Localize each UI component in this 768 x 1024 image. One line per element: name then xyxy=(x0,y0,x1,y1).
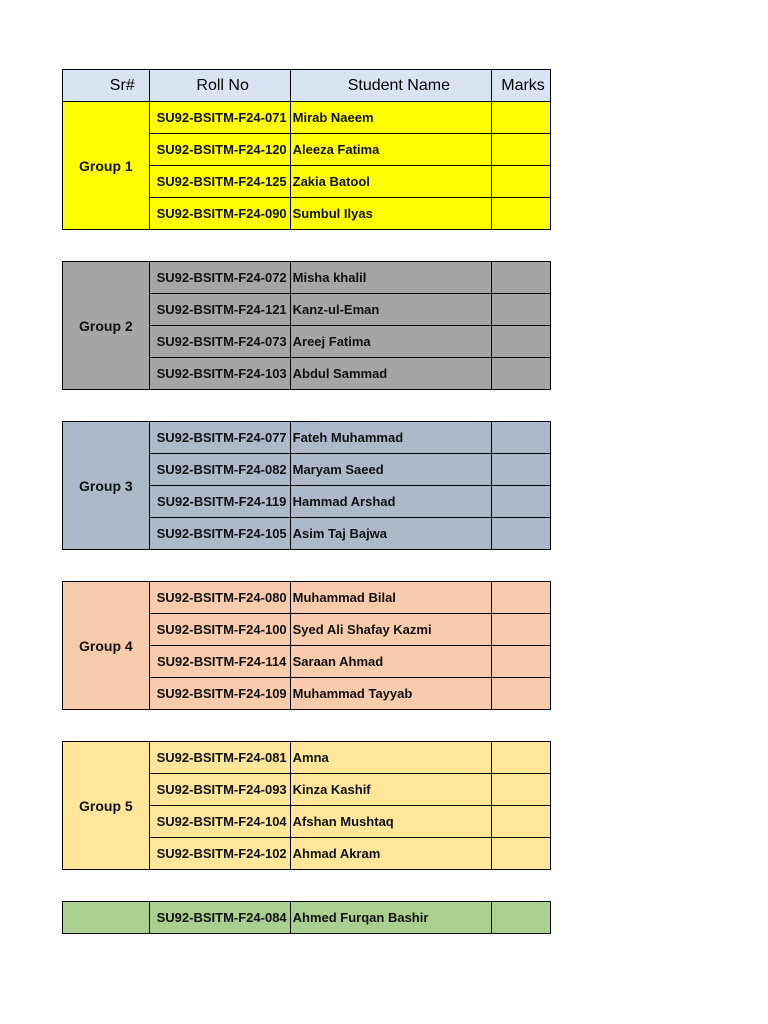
group-spacer-cell xyxy=(63,870,551,902)
roll-no-cell: SU92-BSITM-F24-071 xyxy=(149,102,290,134)
student-name-cell: Sumbul Ilyas xyxy=(290,198,491,230)
group-spacer-cell xyxy=(63,230,551,262)
group-spacer-cell xyxy=(63,550,551,582)
student-name-cell: Fateh Muhammad xyxy=(290,422,491,454)
group-label-cell: Group 5 xyxy=(63,742,150,870)
group-spacer-cell xyxy=(63,390,551,422)
group-label-cell: Group 2 xyxy=(63,262,150,390)
group-label-cell: Group 1 xyxy=(63,102,150,230)
roll-no-cell: SU92-BSITM-F24-102 xyxy=(149,838,290,870)
marks-cell[interactable] xyxy=(492,646,551,678)
student-row xyxy=(63,902,551,934)
roll-no-cell: SU92-BSITM-F24-103 xyxy=(149,358,290,390)
marks-cell[interactable] xyxy=(492,422,551,454)
student-row xyxy=(63,582,551,614)
roll-no-cell: SU92-BSITM-F24-080 xyxy=(149,582,290,614)
marks-cell[interactable] xyxy=(492,326,551,358)
roll-no-cell: SU92-BSITM-F24-072 xyxy=(149,262,290,294)
roll-no-cell: SU92-BSITM-F24-104 xyxy=(149,806,290,838)
student-name-cell: Saraan Ahmad xyxy=(290,646,491,678)
student-name-cell: Ahmed Furqan Bashir xyxy=(290,902,491,934)
group-marks-sheet xyxy=(62,69,551,935)
group-spacer-row xyxy=(63,870,551,902)
marks-cell[interactable] xyxy=(492,134,551,166)
group-label-cell: Group 4 xyxy=(63,582,150,710)
student-name-cell: Hammad Arshad xyxy=(290,486,491,518)
student-name-cell: Kinza Kashif xyxy=(290,774,491,806)
table-body xyxy=(63,102,551,934)
roll-no-cell: SU92-BSITM-F24-077 xyxy=(149,422,290,454)
group-label-cell xyxy=(63,902,150,934)
student-name-cell: Abdul Sammad xyxy=(290,358,491,390)
marks-cell[interactable] xyxy=(492,678,551,710)
roll-no-cell: SU92-BSITM-F24-119 xyxy=(149,486,290,518)
roll-no-cell: SU92-BSITM-F24-093 xyxy=(149,774,290,806)
student-name-cell: Muhammad Bilal xyxy=(290,582,491,614)
roll-no-cell: SU92-BSITM-F24-082 xyxy=(149,454,290,486)
student-name-cell: Syed Ali Shafay Kazmi xyxy=(290,614,491,646)
group-spacer-cell xyxy=(63,710,551,742)
roll-no-cell: SU92-BSITM-F24-109 xyxy=(149,678,290,710)
groups-table xyxy=(62,69,551,934)
marks-cell[interactable] xyxy=(492,198,551,230)
marks-cell[interactable] xyxy=(492,742,551,774)
roll-no-cell: SU92-BSITM-F24-125 xyxy=(149,166,290,198)
roll-no-cell: SU92-BSITM-F24-120 xyxy=(149,134,290,166)
roll-no-cell: SU92-BSITM-F24-100 xyxy=(149,614,290,646)
roll-no-cell: SU92-BSITM-F24-114 xyxy=(149,646,290,678)
header-student-name: Student Name xyxy=(290,70,491,102)
marks-cell[interactable] xyxy=(492,454,551,486)
marks-cell[interactable] xyxy=(492,486,551,518)
student-name-cell: Muhammad Tayyab xyxy=(290,678,491,710)
roll-no-cell: SU92-BSITM-F24-084 xyxy=(149,902,290,934)
marks-cell[interactable] xyxy=(492,166,551,198)
marks-cell[interactable] xyxy=(492,774,551,806)
header-sr: Sr# xyxy=(63,70,150,102)
student-name-cell: Areej Fatima xyxy=(290,326,491,358)
marks-cell[interactable] xyxy=(492,294,551,326)
student-row xyxy=(63,422,551,454)
marks-cell[interactable] xyxy=(492,838,551,870)
marks-cell[interactable] xyxy=(492,806,551,838)
roll-no-cell: SU92-BSITM-F24-090 xyxy=(149,198,290,230)
student-name-cell: Kanz-ul-Eman xyxy=(290,294,491,326)
header-row xyxy=(63,70,551,102)
student-name-cell: Aleeza Fatima xyxy=(290,134,491,166)
roll-no-cell: SU92-BSITM-F24-073 xyxy=(149,326,290,358)
marks-cell[interactable] xyxy=(492,902,551,934)
marks-cell[interactable] xyxy=(492,262,551,294)
marks-cell[interactable] xyxy=(492,582,551,614)
student-name-cell: Misha khalil xyxy=(290,262,491,294)
marks-cell[interactable] xyxy=(492,358,551,390)
student-name-cell: Afshan Mushtaq xyxy=(290,806,491,838)
header-roll-no: Roll No xyxy=(149,70,290,102)
roll-no-cell: SU92-BSITM-F24-121 xyxy=(149,294,290,326)
student-name-cell: Zakia Batool xyxy=(290,166,491,198)
header-marks: Marks xyxy=(492,70,551,102)
student-name-cell: Ahmad Akram xyxy=(290,838,491,870)
marks-cell[interactable] xyxy=(492,518,551,550)
student-row xyxy=(63,742,551,774)
student-name-cell: Mirab Naeem xyxy=(290,102,491,134)
roll-no-cell: SU92-BSITM-F24-105 xyxy=(149,518,290,550)
student-row xyxy=(63,262,551,294)
group-label-cell: Group 3 xyxy=(63,422,150,550)
group-spacer-row xyxy=(63,230,551,262)
group-spacer-row xyxy=(63,550,551,582)
student-name-cell: Amna xyxy=(290,742,491,774)
marks-cell[interactable] xyxy=(492,102,551,134)
student-name-cell: Asim Taj Bajwa xyxy=(290,518,491,550)
marks-cell[interactable] xyxy=(492,614,551,646)
group-spacer-row xyxy=(63,710,551,742)
group-spacer-row xyxy=(63,390,551,422)
student-name-cell: Maryam Saeed xyxy=(290,454,491,486)
student-row xyxy=(63,102,551,134)
roll-no-cell: SU92-BSITM-F24-081 xyxy=(149,742,290,774)
